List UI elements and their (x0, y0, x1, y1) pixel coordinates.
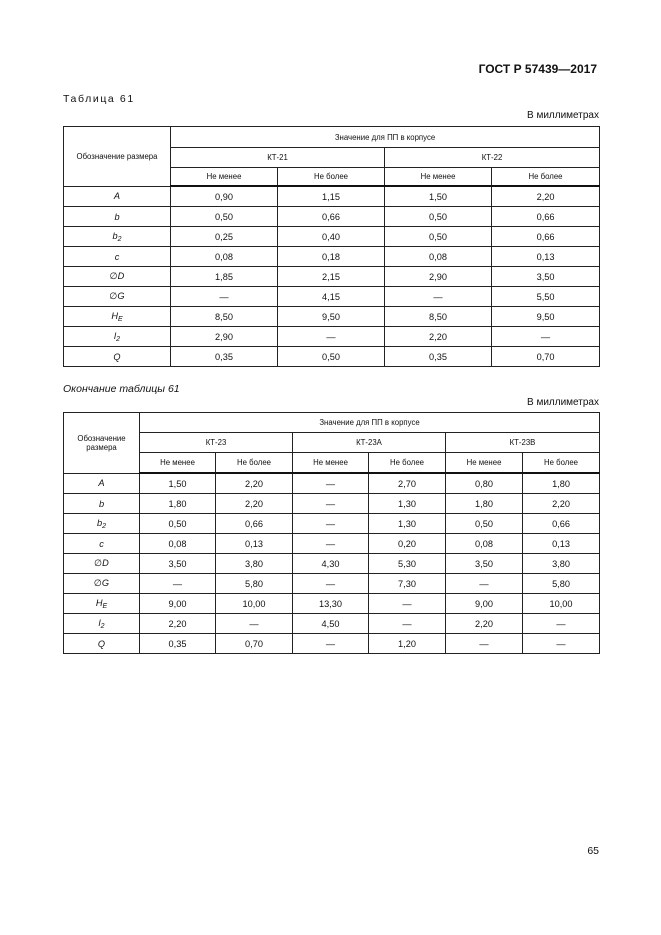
dimension-symbol: ∅G (109, 291, 125, 301)
sub-header-cell: Не менее (140, 453, 216, 474)
package-header-cell: КТ-23 (140, 433, 293, 453)
value-cell: — (278, 327, 385, 347)
table-row (64, 554, 600, 574)
table-caption: Таблица 61 (63, 93, 135, 105)
value-cell: — (446, 634, 523, 654)
value-cell: 4,50 (293, 614, 369, 634)
dimension-symbol: A (113, 191, 121, 202)
table-row (64, 287, 600, 307)
dimension-symbol-cell (64, 247, 171, 267)
value-cell: 1,85 (171, 267, 278, 287)
dimension-symbol-cell (64, 207, 171, 227)
value-cell: 0,66 (492, 227, 600, 247)
value-cell: 0,50 (171, 207, 278, 227)
dimension-symbol: ∅D (109, 271, 125, 281)
dimension-symbol: l (98, 617, 101, 628)
dimension-symbol: Q (97, 638, 106, 649)
value-cell: — (140, 574, 216, 594)
value-cell: 4,15 (278, 287, 385, 307)
value-cell: 0,20 (369, 534, 446, 554)
table-row (64, 307, 600, 327)
dimension-symbol: H (111, 310, 118, 321)
value-cell: 0,40 (278, 227, 385, 247)
value-cell: — (293, 534, 369, 554)
dimension-symbol-cell (64, 307, 171, 327)
value-cell: 9,50 (492, 307, 600, 327)
value-cell: 8,50 (171, 307, 278, 327)
value-cell: 0,50 (446, 514, 523, 534)
value-cell: 0,90 (171, 186, 278, 207)
dimension-symbol-cell (64, 267, 171, 287)
dimension-symbol-cell (64, 594, 140, 614)
group-header-cell: Значение для ПП в корпусе (171, 127, 600, 148)
table-row (64, 494, 600, 514)
value-cell: 0,66 (216, 514, 293, 534)
value-cell: 1,50 (140, 473, 216, 494)
dimension-symbol-cell (64, 614, 140, 634)
group-header-cell: Значение для ПП в корпусе (140, 413, 600, 433)
sub-header-cell: Не менее (293, 453, 369, 474)
dimension-symbol-cell (64, 186, 171, 207)
dimension-symbol-cell (64, 347, 171, 367)
package-header-cell: КТ-22 (385, 148, 600, 168)
table-row (64, 614, 600, 634)
table-row (64, 347, 600, 367)
value-cell: 1,20 (369, 634, 446, 654)
value-cell: 0,08 (171, 247, 278, 267)
dimension-symbol-subscript: E (117, 315, 123, 323)
value-cell: — (293, 634, 369, 654)
value-cell: 1,50 (385, 186, 492, 207)
value-cell: 2,20 (492, 186, 600, 207)
value-cell: 2,20 (140, 614, 216, 634)
package-header-cell: КТ-23А (293, 433, 446, 453)
sub-header-cell: Не менее (171, 168, 278, 187)
value-cell: 3,80 (216, 554, 293, 574)
value-cell: 5,80 (523, 574, 600, 594)
value-cell: — (369, 614, 446, 634)
value-cell: 1,80 (446, 494, 523, 514)
dimension-symbol: b (112, 230, 118, 241)
value-cell: 0,70 (216, 634, 293, 654)
value-cell: 2,90 (385, 267, 492, 287)
value-cell: 3,50 (446, 554, 523, 574)
value-cell: — (216, 614, 293, 634)
value-cell: 0,50 (140, 514, 216, 534)
value-cell: 2,20 (446, 614, 523, 634)
dimension-symbol-subscript: E (102, 602, 108, 610)
value-cell: 1,15 (278, 186, 385, 207)
package-header-cell: КТ-23В (446, 433, 600, 453)
value-cell: 8,50 (385, 307, 492, 327)
dimension-symbol-cell (64, 574, 140, 594)
dimension-symbol: Q (113, 351, 121, 362)
value-cell: 13,30 (293, 594, 369, 614)
units-label: В миллиметрах (527, 397, 599, 408)
dimension-symbol-cell (64, 473, 140, 494)
value-cell: — (369, 594, 446, 614)
table-row (64, 327, 600, 347)
value-cell: 3,50 (492, 267, 600, 287)
dimension-symbol-cell (64, 514, 140, 534)
dimension-symbol: A (98, 478, 105, 489)
value-cell: 1,30 (369, 494, 446, 514)
value-cell: 0,18 (278, 247, 385, 267)
table-row (64, 514, 600, 534)
value-cell: 0,13 (216, 534, 293, 554)
dimension-symbol-subscript: 2 (117, 235, 122, 243)
value-cell: 0,66 (278, 207, 385, 227)
dimension-symbol-subscript: 2 (102, 522, 107, 530)
value-cell: 3,80 (523, 554, 600, 574)
value-cell: — (385, 287, 492, 307)
value-cell: 0,66 (492, 207, 600, 227)
value-cell: 10,00 (523, 594, 600, 614)
table-row (64, 534, 600, 554)
table-row (64, 186, 600, 207)
value-cell: 0,13 (523, 534, 600, 554)
value-cell: 9,00 (446, 594, 523, 614)
value-cell: 0,08 (385, 247, 492, 267)
sub-header-cell: Не более (278, 168, 385, 187)
value-cell: 5,30 (369, 554, 446, 574)
dimension-symbol: ∅G (93, 578, 110, 588)
value-cell: 0,08 (446, 534, 523, 554)
dimension-symbol: ∅D (94, 558, 109, 568)
dimension-symbol-subscript: 2 (100, 622, 105, 630)
value-cell: 9,50 (278, 307, 385, 327)
sub-header-cell: Не более (523, 453, 600, 474)
package-header-cell: КТ-21 (171, 148, 385, 168)
value-cell: 0,50 (385, 227, 492, 247)
sub-header-cell: Не менее (385, 168, 492, 187)
value-cell: 4,30 (293, 554, 369, 574)
row-header-cell: Обозначение размера (64, 413, 140, 474)
value-cell: — (171, 287, 278, 307)
dimension-symbol: c (114, 251, 120, 262)
dimension-symbol-cell (64, 287, 171, 307)
value-cell: 0,50 (385, 207, 492, 227)
units-label: В миллиметрах (527, 110, 599, 121)
dimension-symbol-cell (64, 327, 171, 347)
dimension-symbol-cell (64, 227, 171, 247)
value-cell: 3,50 (140, 554, 216, 574)
dimension-symbol-subscript: 2 (116, 335, 120, 343)
dimension-symbol-cell (64, 554, 140, 574)
value-cell: 5,50 (492, 287, 600, 307)
table-row (64, 267, 600, 287)
value-cell: 0,70 (492, 347, 600, 367)
table-body (64, 186, 600, 367)
dimension-symbol: b (96, 517, 103, 528)
value-cell: 7,30 (369, 574, 446, 594)
value-cell: 9,00 (140, 594, 216, 614)
table-row (64, 574, 600, 594)
dimension-symbol: H (95, 597, 103, 608)
value-cell: — (293, 494, 369, 514)
table-row (64, 227, 600, 247)
value-cell: 2,20 (385, 327, 492, 347)
value-cell: — (523, 614, 600, 634)
value-cell: 10,00 (216, 594, 293, 614)
value-cell: 0,13 (492, 247, 600, 267)
value-cell: 5,80 (216, 574, 293, 594)
value-cell: 2,20 (523, 494, 600, 514)
value-cell: 1,80 (140, 494, 216, 514)
table-row (64, 247, 600, 267)
table-continuation-caption: Окончание таблицы 61 (63, 383, 180, 395)
dimension-symbol: l (114, 330, 117, 341)
sub-header-cell: Не менее (446, 453, 523, 474)
dimension-symbol: b (98, 498, 105, 509)
value-cell: 0,25 (171, 227, 278, 247)
value-cell: 0,50 (278, 347, 385, 367)
value-cell: — (293, 574, 369, 594)
value-cell: 0,08 (140, 534, 216, 554)
sub-header-cell: Не более (369, 453, 446, 474)
value-cell: 0,80 (446, 473, 523, 494)
value-cell: 0,35 (171, 347, 278, 367)
value-cell: 0,35 (385, 347, 492, 367)
document-code: ГОСТ Р 57439—2017 (478, 62, 597, 76)
value-cell: 1,30 (369, 514, 446, 534)
value-cell: 2,20 (216, 473, 293, 494)
dimension-symbol: c (99, 538, 104, 549)
dimension-symbol-cell (64, 534, 140, 554)
value-cell: 2,15 (278, 267, 385, 287)
value-cell: — (446, 574, 523, 594)
table-row (64, 594, 600, 614)
table-row (64, 473, 600, 494)
table-row (64, 207, 600, 227)
page-number: 65 (587, 845, 599, 857)
dimension-symbol: b (114, 211, 120, 222)
value-cell: — (293, 514, 369, 534)
value-cell: 0,66 (523, 514, 600, 534)
value-cell: 2,90 (171, 327, 278, 347)
value-cell: — (293, 473, 369, 494)
dimensions-table-kt21-kt22 (63, 126, 600, 367)
row-header-cell: Обозначение размера (64, 127, 171, 187)
sub-header-cell: Не более (216, 453, 293, 474)
value-cell: 1,80 (523, 473, 600, 494)
value-cell: — (523, 634, 600, 654)
value-cell: 2,20 (216, 494, 293, 514)
value-cell: 2,70 (369, 473, 446, 494)
dimension-symbol-cell (64, 634, 140, 654)
dimension-symbol-cell (64, 494, 140, 514)
value-cell: 0,35 (140, 634, 216, 654)
value-cell: — (492, 327, 600, 347)
table-body (64, 473, 600, 654)
table-row (64, 634, 600, 654)
sub-header-cell: Не более (492, 168, 600, 187)
dimensions-table-kt23 (63, 412, 600, 654)
